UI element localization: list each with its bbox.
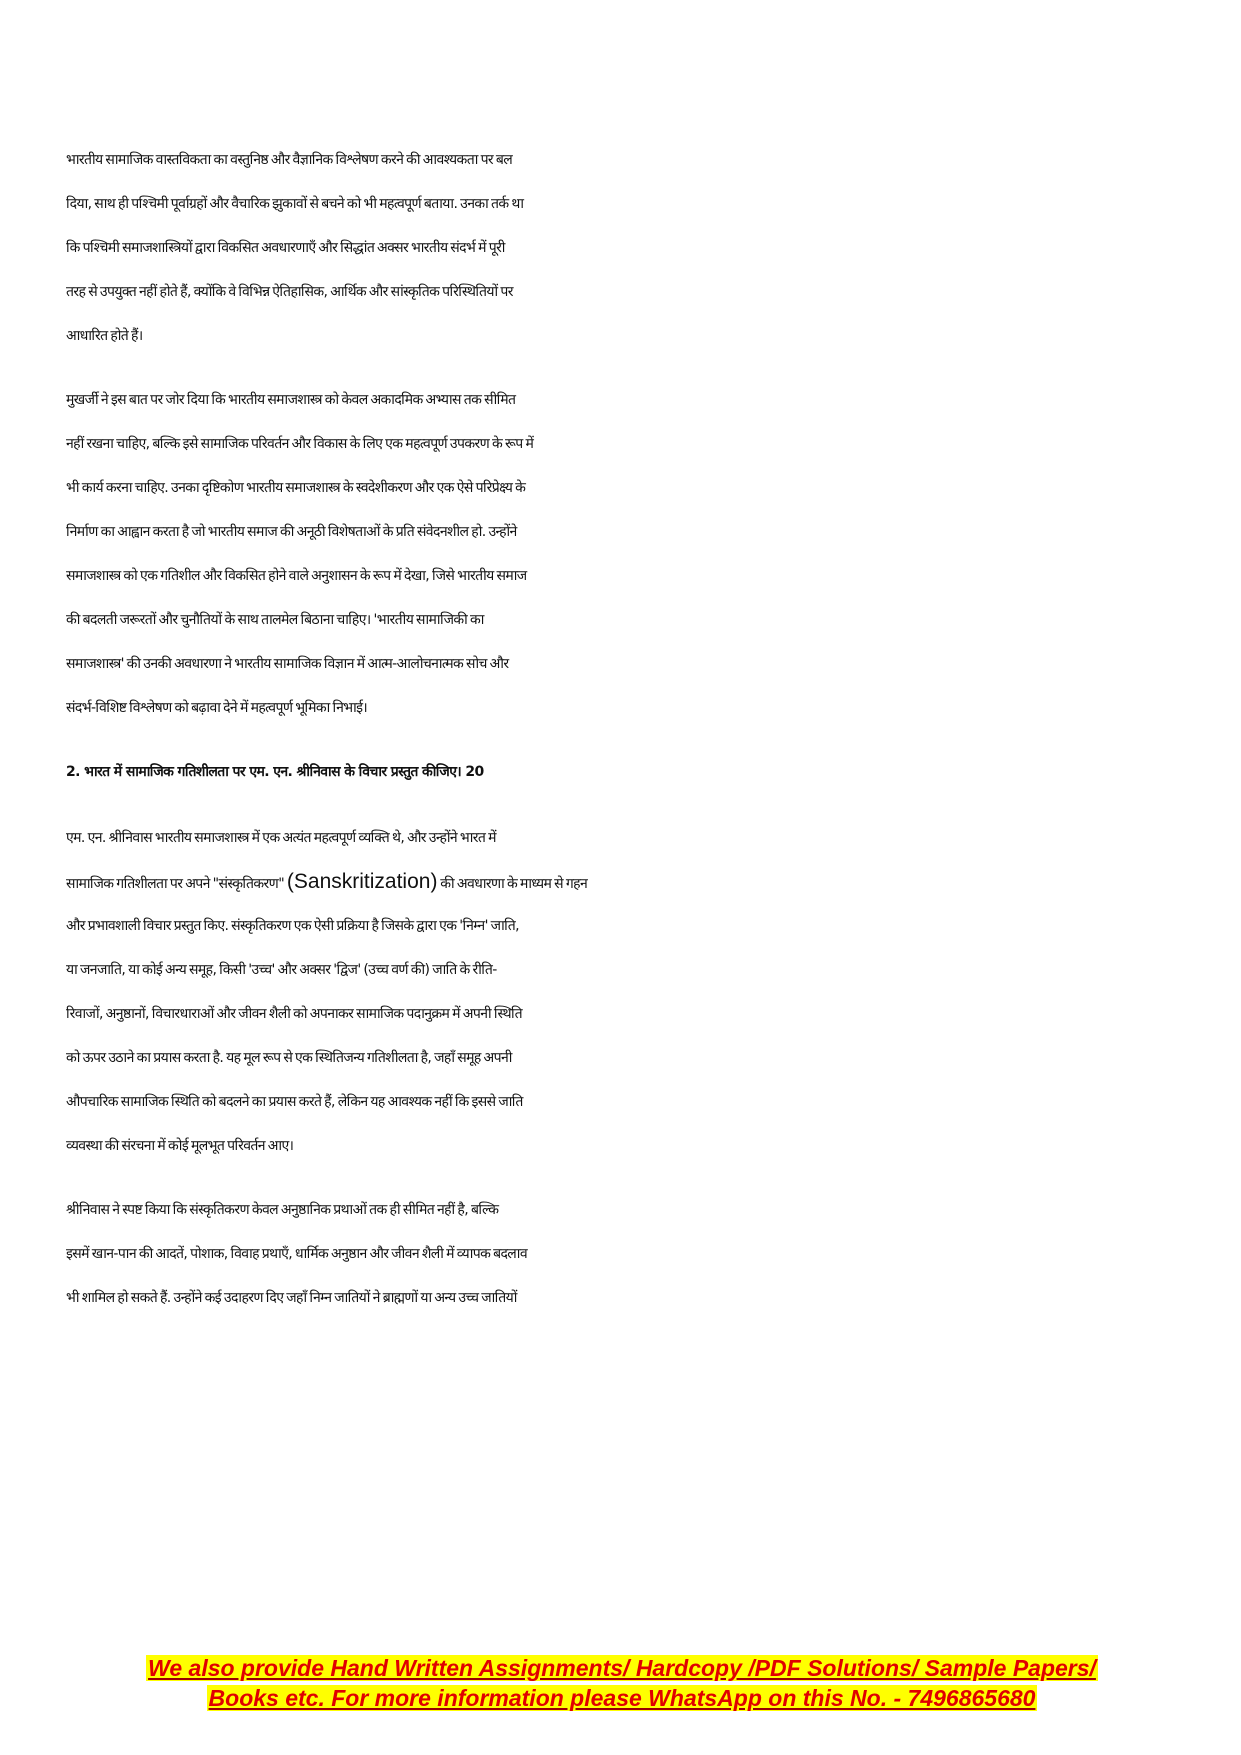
text-line: एम. एन. श्रीनिवास भारतीय समाजशास्त्र में एक अत्यंत महत्वपूर्ण व्यक्ति थे, और उन्होंने भारत में — [66, 830, 496, 846]
text-line: भी कार्य करना चाहिए. उनका दृष्टिकोण भारतीय समाजशास्त्र के स्वदेशीकरण और एक ऐसे परिप्रेक्ष्य के — [66, 480, 526, 496]
text-line: भी शामिल हो सकते हैं. उन्होंने कई उदाहरण दिए जहाँ निम्न जातियों ने ब्राह्मणों या अन्य उच्च जातियों — [66, 1290, 517, 1306]
paragraph-sanskritization — [66, 816, 1178, 1168]
text-line: मुखर्जी ने इस बात पर जोर दिया कि भारतीय समाजशास्त्र को केवल अकादमिक अभ्यास तक सीमित — [66, 392, 516, 408]
text-line: को ऊपर उठाने का प्रयास करता है. यह मूल रूप से एक स्थितिजन्य गतिशीलता है, जहाँ समूह अपनी — [66, 1050, 512, 1066]
question-heading: 2. भारत में सामाजिक गतिशीलता पर एम. एन. श्रीनिवास के विचार प्रस्तुत कीजिए। 20 — [66, 764, 484, 780]
text-line: रिवाजों, अनुष्ठानों, विचारधाराओं और जीवन शैली को अपनाकर सामाजिक पदानुक्रम में अपनी स्थिति — [66, 1006, 523, 1022]
promo-footer — [92, 1653, 1152, 1713]
text-line: संदर्भ-विशिष्ट विश्लेषण को बढ़ावा देने में महत्वपूर्ण भूमिका निभाई। — [66, 700, 368, 716]
text-line: निर्माण का आह्वान करता है जो भारतीय समाज की अनूठी विशेषताओं के प्रति संवेदनशील हो. उन्होंने — [66, 524, 517, 540]
text-line: दिया, साथ ही पश्चिमी पूर्वाग्रहों और वैचारिक झुकावों से बचने को भी महत्वपूर्ण बताया. उनका तर्क था — [66, 196, 524, 212]
text-line: आधारित होते हैं। — [66, 328, 143, 344]
text-line: समाजशास्त्र को एक गतिशील और विकसित होने वाले अनुशासन के रूप में देखा, जिसे भारतीय समाज — [66, 568, 527, 584]
text-line-mixed — [66, 860, 1178, 904]
text-line: कि पश्चिमी समाजशास्त्रियों द्वारा विकसित अवधारणाएँ और सिद्धांत अक्सर भारतीय संदर्भ में पूरी — [66, 240, 505, 256]
paragraph-mukherjee — [66, 378, 1178, 730]
text-line: नहीं रखना चाहिए, बल्कि इसे सामाजिक परिवर्तन और विकास के लिए एक महत्वपूर्ण उपकरण के रूप में — [66, 436, 534, 452]
text-line: व्यवस्था की संरचना में कोई मूलभूत परिवर्तन आए। — [66, 1138, 294, 1154]
text-segment: की अवधारणा के माध्यम से गहन — [437, 876, 588, 892]
text-line: समाजशास्त्र' की उनकी अवधारणा ने भारतीय सामाजिक विज्ञान में आत्म-आलोचनात्मक सोच और — [66, 656, 509, 672]
text-line: भारतीय सामाजिक वास्तविकता का वस्तुनिष्ठ और वैज्ञानिक विश्लेषण करने की आवश्यकता पर बल — [66, 152, 513, 168]
text-segment: सामाजिक गतिशीलता पर अपने "संस्कृतिकरण" — [66, 876, 287, 892]
text-line: तरह से उपयुक्त नहीं होते हैं, क्योंकि वे विभिन्न ऐतिहासिक, आर्थिक और सांस्कृतिक परिस्थितियों पर — [66, 284, 513, 300]
english-term: (Sanskritization) — [286, 870, 438, 893]
text-line: औपचारिक सामाजिक स्थिति को बदलने का प्रयास करते हैं, लेकिन यह आवश्यक नहीं कि इससे जाति — [66, 1094, 523, 1110]
text-line: और प्रभावशाली विचार प्रस्तुत किए. संस्कृतिकरण एक ऐसी प्रक्रिया है जिसके द्वारा एक 'निम्न' जाति, — [66, 918, 519, 934]
document-page — [66, 138, 1178, 1340]
text-line: या जनजाति, या कोई अन्य समूह, किसी 'उच्च' और अक्सर 'द्विज' (उच्च वर्ण की) जाति के रीति- — [66, 962, 497, 978]
promo-line-2: Books etc. For more information please WhatsApp on this No. - 7496865680 — [208, 1685, 1036, 1711]
paragraph-western-bias — [66, 138, 1178, 358]
text-line: की बदलती जरूरतों और चुनौतियों के साथ तालमेल बिठाना चाहिए। 'भारतीय सामाजिकी का — [66, 612, 484, 628]
paragraph-srinivas-examples — [66, 1188, 1178, 1320]
text-line: इसमें खान-पान की आदतें, पोशाक, विवाह प्रथाएँ, धार्मिक अनुष्ठान और जीवन शैली में व्यापक बदलाव — [66, 1246, 528, 1262]
promo-line-1: We also provide Hand Written Assignments/ Hardcopy /PDF Solutions/ Sample Papers/ — [148, 1655, 1096, 1681]
text-line: श्रीनिवास ने स्पष्ट किया कि संस्कृतिकरण केवल अनुष्ठानिक प्रथाओं तक ही सीमित नहीं है, बल्कि — [66, 1202, 499, 1218]
